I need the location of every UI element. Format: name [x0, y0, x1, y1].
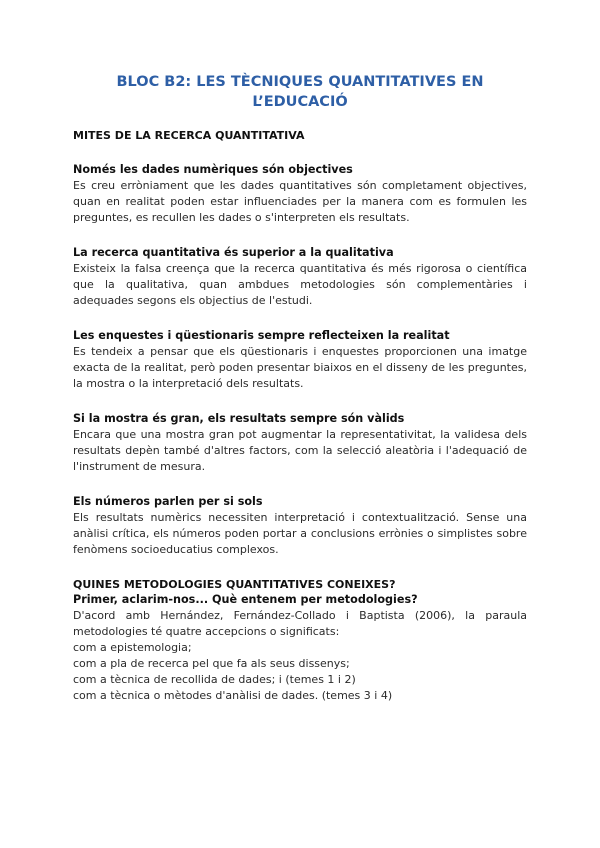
methods-section	[73, 577, 527, 704]
list-item: com a tècnica o mètodes d'anàlisi de dades. (temes 3 i 4)	[73, 689, 393, 702]
myth-title: La recerca quantitativa és superior a la qualitativa	[73, 246, 394, 259]
list-item: com a tècnica de recollida de dades; i (temes 1 i 2)	[73, 673, 356, 686]
methods-intro: D'acord amb Hernández, Fernández-Collado i Baptista (2006), la paraula metodologies té quatre accepcions o significats:	[73, 609, 527, 638]
methods-heading: QUINES METODOLOGIES QUANTITATIVES CONEIXES?	[73, 578, 396, 591]
myth-body: Es tendeix a pensar que els qüestionaris i enquestes proporcionen una imatge exacta de la realitat, però poden presentar biaixos en el disseny de les preguntes, la mostra o la interpretació dels resultats.	[73, 345, 527, 390]
myth-block	[73, 162, 527, 226]
list-item: com a pla de recerca pel que fa als seus dissenys;	[73, 657, 350, 670]
myth-body: Encara que una mostra gran pot augmentar la representativitat, la validesa dels resultats depèn també d'altres factors, com la selecció aleatòria i l'adequació de l'instrument de mesura.	[73, 428, 527, 473]
myth-body: Es creu erròniament que les dades quantitatives són completament objectives, quan en realitat poden estar influenciades per la manera com es formulen les preguntes, es recullen les dades o s'interpreten els resultats.	[73, 179, 527, 224]
myth-block	[73, 245, 527, 309]
myth-title: Les enquestes i qüestionaris sempre reflecteixen la realitat	[73, 329, 450, 342]
myth-title: Els números parlen per si sols	[73, 495, 263, 508]
list-item: com a epistemologia;	[73, 641, 192, 654]
myth-block	[73, 411, 527, 475]
meanings-list	[73, 640, 527, 704]
document-title: BLOC B2: LES TÈCNIQUES QUANTITATIVES EN L’EDUCACIÓ	[116, 74, 484, 110]
myth-block	[73, 494, 527, 558]
myth-body: Els resultats numèrics necessiten interpretació i contextualització. Sense una anàlisi crítica, els números poden portar a conclusions errònies o simplistes sobre fenòmens socioeducatius complexos.	[73, 511, 527, 556]
myth-title: Només les dades numèriques són objectives	[73, 163, 353, 176]
methods-subheading: Primer, aclarim-nos... Què entenem per metodologies?	[73, 593, 418, 606]
myths-section-heading: MITES DE LA RECERCA QUANTITATIVA	[73, 129, 305, 142]
myth-title: Si la mostra és gran, els resultats sempre són vàlids	[73, 412, 405, 425]
myth-block	[73, 328, 527, 392]
myth-body: Existeix la falsa creença que la recerca quantitativa és més rigorosa o científica que la qualitativa, quan ambdues metodologies són complementàries i adequades segons els objectius de l'estudi.	[73, 262, 527, 307]
